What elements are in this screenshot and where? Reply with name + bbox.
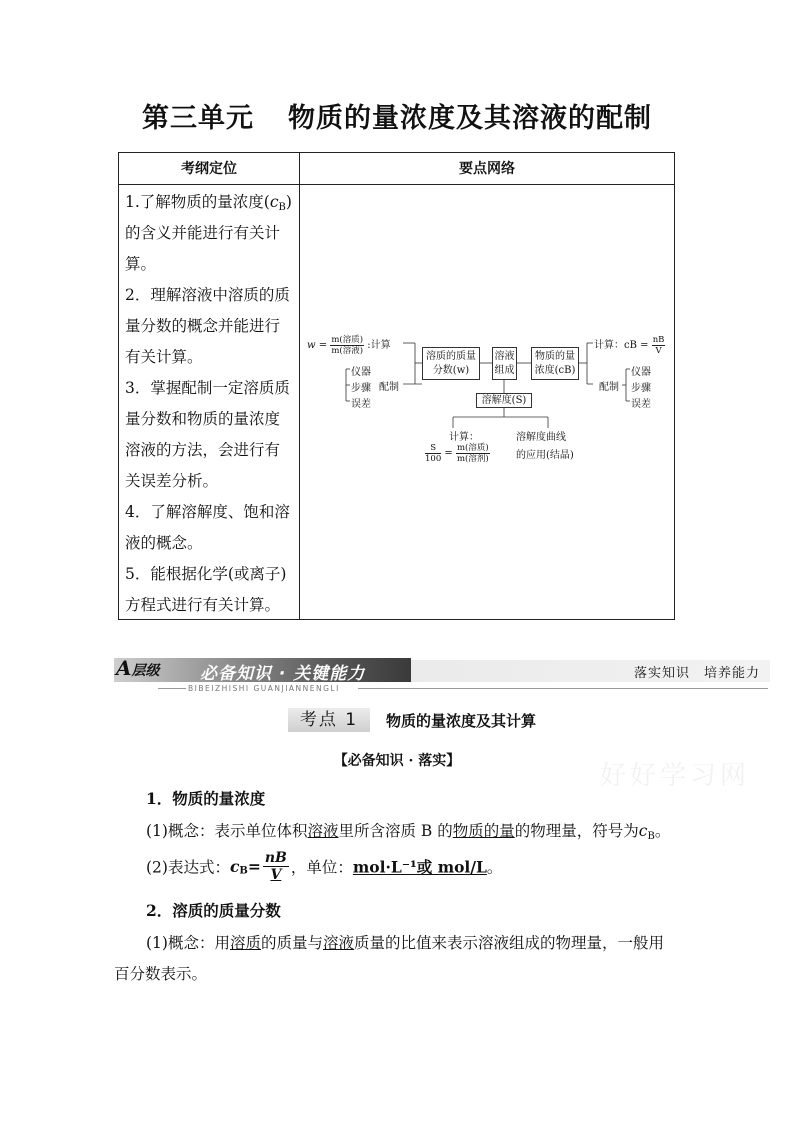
objective-line: 3．掌握配制一定溶质质 bbox=[125, 379, 290, 397]
box-molar-concentration: 物质的量 浓度(cB) bbox=[531, 347, 579, 380]
section-banner bbox=[114, 656, 770, 696]
label-prepare-right: 配制 bbox=[599, 382, 619, 393]
objective-line: 溶液的方法，会进行有 bbox=[125, 441, 281, 459]
banner-level: A层级 bbox=[116, 656, 160, 680]
banner-divider bbox=[158, 688, 186, 689]
objective-line: 4．了解溶解度、饱和溶 bbox=[125, 503, 290, 521]
unit-number: 第三单元 bbox=[142, 103, 254, 134]
banner-divider bbox=[358, 688, 768, 689]
box-mass-fraction: 溶质的质量 分数(w) bbox=[422, 347, 480, 380]
objective-line: 2．理解溶液中溶质的质 bbox=[125, 286, 290, 304]
objective-line: 有关计算。 bbox=[125, 348, 203, 366]
concentration-fraction: $\frac{nB}{V}$ bbox=[264, 850, 287, 883]
objective-line: 方程式进行有关计算。 bbox=[125, 596, 281, 614]
kaodian-title: 物质的量浓度及其计算 bbox=[386, 712, 537, 730]
label-instrument-right: 仪器 bbox=[631, 367, 651, 378]
label-error: 误差 bbox=[351, 399, 371, 410]
section-1-definition: (1)概念：表示单位体积溶液里所含溶质 B 的物质的量的物理量，符号为$c_B$。 bbox=[146, 822, 671, 842]
solubility-formula: $\frac{S}{100}$ = $\frac{\text{m(溶质)}}{\text{m(溶剂)}}$ bbox=[425, 443, 489, 464]
objective-line: 关误差分析。 bbox=[125, 472, 219, 490]
watermark: 好好学习网 bbox=[600, 761, 751, 791]
header-network: 要点网络 bbox=[300, 153, 674, 185]
label-instrument: 仪器 bbox=[351, 367, 371, 378]
label-solubility-curve: 溶解度曲线 bbox=[516, 432, 566, 443]
unit-title: 物质的量浓度及其溶液的配制 bbox=[288, 103, 652, 134]
concept-network-diagram bbox=[303, 325, 673, 475]
section-2-definition-cont: 百分数表示。 bbox=[114, 965, 208, 983]
mass-fraction-formula: w = $\frac{\text{m(溶质)}}{\text{m(溶液)}}$ :计算 bbox=[307, 335, 391, 356]
section-1-expression: (2)表达式：$c_B=$ $\frac{nB}{V}$ ，单位：mol·L⁻¹或 mol/L。 bbox=[146, 850, 503, 883]
box-solution-composition: 溶液 组成 bbox=[492, 347, 517, 380]
page-title bbox=[0, 96, 794, 135]
label-calc-solubility: 计算： bbox=[449, 432, 479, 443]
objective-line: 算。 bbox=[125, 255, 157, 273]
label-steps-right: 步骤 bbox=[631, 383, 651, 394]
section-2-title: 2．溶质的质量分数 bbox=[146, 901, 281, 920]
label-steps: 步骤 bbox=[351, 383, 371, 394]
concentration-formula: 计算：cB = $\frac{nB}{V}$ bbox=[594, 335, 665, 356]
section-1-title: 1．物质的量浓度 bbox=[146, 789, 266, 808]
objective-line: 5．能根据化学(或离子) bbox=[125, 565, 287, 583]
banner-title: 必备知识 · 关键能力 bbox=[200, 664, 366, 684]
banner-slogan: 落实知识 培养能力 bbox=[633, 666, 760, 681]
box-solubility: 溶解度(S) bbox=[476, 393, 532, 408]
label-curve-application: 的应用(结晶) bbox=[516, 450, 574, 461]
objectives-cell bbox=[119, 185, 300, 619]
objective-line: 量分数的概念并能进行 bbox=[125, 317, 281, 335]
header-syllabus: 考纲定位 bbox=[119, 153, 300, 185]
objective-line: 的含义并能进行有关计 bbox=[125, 224, 281, 242]
kaodian-label: 考点 1 bbox=[288, 708, 370, 732]
objective-line: 1.了解物质的量浓度$(c_B)$ bbox=[125, 193, 292, 213]
objective-line: 液的概念。 bbox=[125, 534, 203, 552]
label-error-right: 误差 bbox=[631, 399, 651, 410]
objective-line: 量分数和物质的量浓度 bbox=[125, 410, 281, 428]
sub-heading: 【必备知识 · 落实】 bbox=[333, 753, 461, 769]
label-prepare-left: 配制 bbox=[379, 382, 399, 393]
section-2-definition: (1)概念：用溶质的质量与溶液质量的比值来表示溶液组成的物理量，一般用 bbox=[146, 934, 665, 952]
banner-pinyin: BIBEIZHISHI GUANJIANNENGLI bbox=[188, 684, 340, 693]
